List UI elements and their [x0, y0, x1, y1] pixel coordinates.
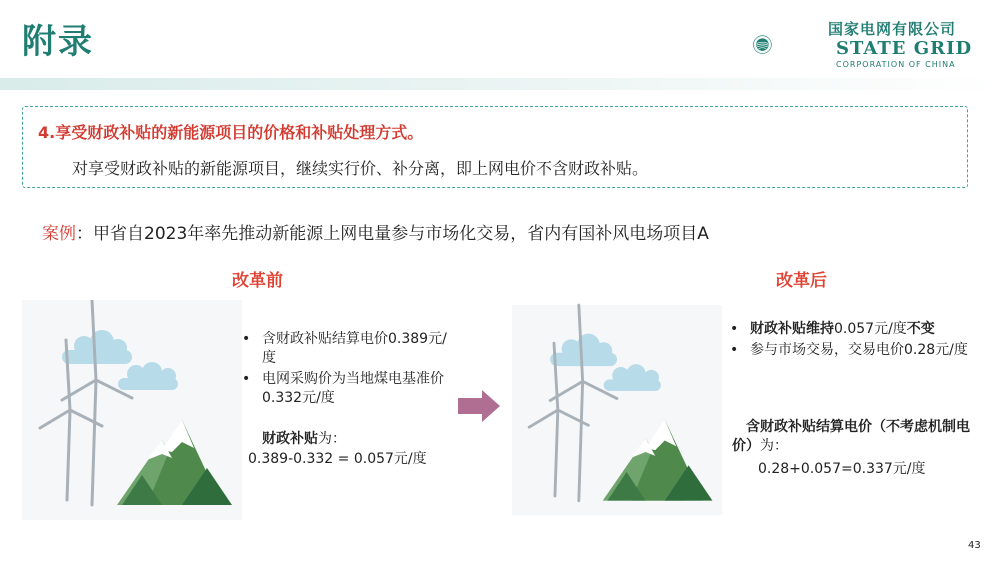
after-calc-bold: 含财政补贴结算电价（不考虑机制电价）	[732, 419, 970, 454]
after-bullet1-bold-a: 财政补贴维持	[750, 321, 834, 337]
after-bullet-list	[724, 320, 974, 362]
after-title: 改革后	[776, 271, 827, 291]
before-bullet-list	[236, 330, 456, 410]
before-calc-label	[262, 430, 346, 449]
after-calc-formula: 0.28+0.057=0.337元/度	[758, 461, 926, 477]
page-title: 附录	[22, 22, 94, 62]
before-calc-formula: 0.389-0.332 = 0.057元/度	[248, 451, 427, 467]
before-title: 改革前	[232, 271, 283, 291]
right-arrow-icon	[458, 390, 500, 422]
list-item	[724, 320, 974, 339]
notice-body: 对享受财政补贴的新能源项目，继续实行价、补分离，即上网电价不含财政补贴。	[72, 159, 649, 178]
logo-english-name: STATE GRID	[836, 38, 973, 59]
before-calc-rest: 为：	[318, 431, 346, 447]
wind-farm-illustration-after	[512, 300, 722, 520]
after-bullet1-bold-b: 不变	[906, 321, 935, 337]
list-item: • 参与市场交易，交易电价0.28元/度	[724, 341, 974, 360]
after-calc-label	[732, 418, 972, 456]
list-item: • 含财政补贴结算电价0.389元/度	[236, 330, 456, 368]
notice-heading: 4.享受财政补贴的新能源项目的价格和补贴处理方式。	[38, 123, 424, 142]
list-item: • 电网采购价为当地煤电基准价0.332元/度	[236, 370, 456, 408]
after-calc-rest: 为：	[760, 438, 788, 454]
header-band	[0, 78, 1000, 90]
state-grid-logo-icon	[752, 12, 822, 76]
wind-farm-illustration-before	[22, 300, 242, 520]
page-number: 43	[968, 540, 981, 551]
before-calc-bold: 财政补贴	[262, 431, 318, 447]
logo-subtitle: CORPORATION OF CHINA	[836, 60, 956, 69]
case-text: ：甲省自2023年率先推动新能源上网电量参与市场化交易，省内有国补风电场项目A	[76, 224, 709, 244]
logo-chinese-name: 国家电网有限公司	[828, 20, 957, 38]
case-label: 案例	[42, 224, 76, 244]
after-bullet1-normal: 0.057元/度	[834, 321, 907, 337]
case-line	[42, 219, 709, 244]
